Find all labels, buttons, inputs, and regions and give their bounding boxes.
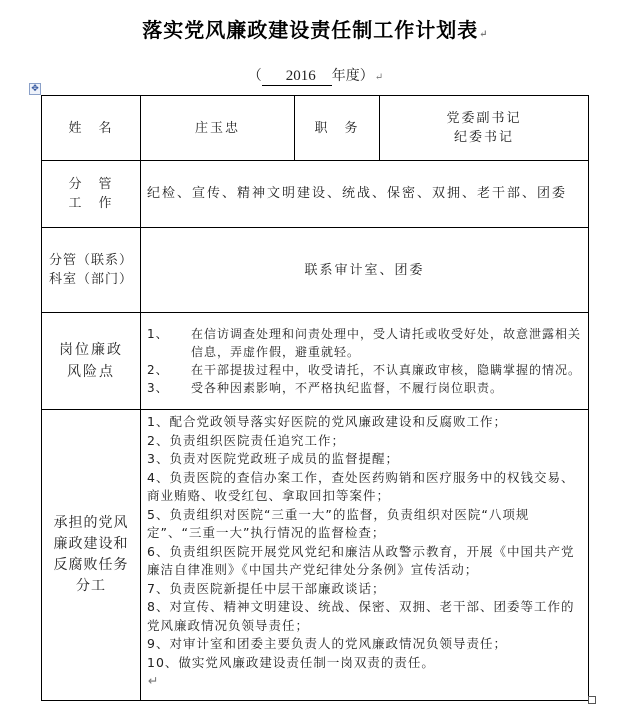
duty-item: 8、对宣传、精神文明建设、统战、保密、双拥、老干部、团委等工作的党风廉政情况负领导责任；: [147, 599, 575, 633]
title-text: 落实党风廉政建设责任制工作计划表: [142, 18, 479, 42]
duty-item: 1、配合党政领导落实好医院的党风廉政建设和反腐败工作；: [147, 414, 507, 429]
name-label-cell: [42, 96, 141, 161]
position-line-1: 党委副书记: [446, 111, 522, 126]
position-label: 职 务: [314, 120, 360, 136]
year-open-paren: （: [247, 68, 262, 84]
duty-label-line-1: 承担的党风: [53, 515, 129, 531]
dept-value: 联系审计室、团委: [304, 262, 425, 278]
risk-number: 3、: [147, 381, 169, 395]
risk-label-line-2: 风险点: [67, 364, 115, 380]
work-value: 纪检、宣传、精神文明建设、统战、保密、双拥、老干部、团委: [147, 186, 568, 201]
risk-value-cell[interactable]: [141, 313, 589, 410]
position-line-2: 纪委书记: [453, 130, 514, 145]
duty-item: 6、负责组织医院开展党风党纪和廉洁从政警示教育，开展《中国共产党廉洁自律准则》《中国共产党纪律处分条例》宣传活动；: [147, 543, 575, 577]
year-suffix: 年度）: [331, 68, 374, 84]
row-name: [42, 96, 589, 161]
year-line: [0, 65, 631, 86]
name-value-cell[interactable]: [141, 96, 295, 161]
duty-item: 3、负责对医院党政班子成员的监督提醒；: [147, 451, 399, 466]
risk-item: [147, 379, 582, 397]
table-resize-handle[interactable]: [588, 696, 596, 704]
duty-label-line-2: 廉政建设和: [53, 536, 129, 552]
dept-label-cell: [42, 228, 141, 313]
position-value-cell[interactable]: [380, 96, 589, 161]
risk-text: 在干部提拔过程中，收受请托，不认真廉政审核，隐瞒掌握的情况。: [191, 363, 582, 377]
document-title: [0, 14, 631, 43]
risk-text: 受各种因素影响，不严格执纪监督，不履行岗位职责。: [191, 381, 504, 395]
work-label-cell: [42, 161, 141, 228]
work-label-line-2: 工 作: [68, 196, 114, 211]
year-value: 2016: [262, 68, 332, 86]
risk-number: 1、: [147, 327, 169, 341]
duty-item: 7、负责医院新提任中层干部廉政谈话；: [147, 580, 386, 596]
dept-value-cell[interactable]: [141, 228, 589, 313]
paragraph-mark: ↵: [479, 29, 489, 40]
duty-item: 2、负责组织医院责任追究工作；: [147, 432, 345, 448]
dept-label-line-2: 科室（部门）: [48, 272, 133, 287]
duty-value-cell[interactable]: [141, 410, 589, 701]
plan-table: [41, 95, 589, 701]
work-value-cell[interactable]: [141, 161, 589, 228]
duty-label-line-4: 分工: [76, 578, 106, 594]
risk-text: 在信访调查处理和问责处理中，受人请托或收受好处，故意泄露相关信息，弄虚作假，避重就轻。: [191, 327, 582, 359]
risk-item: [147, 325, 582, 361]
name-value: 庄玉忠: [194, 120, 240, 136]
row-work: [42, 161, 589, 228]
row-duties: [42, 410, 589, 701]
risk-item: [147, 361, 582, 379]
work-label-line-1: 分 管: [68, 177, 114, 192]
paragraph-mark: ↵: [148, 673, 160, 688]
paragraph-mark: ↵: [374, 72, 384, 83]
row-dept: [42, 228, 589, 313]
table-move-handle-icon[interactable]: ✥: [29, 83, 41, 95]
duty-item: 5、负责组织对医院“三重一大”的监督，负责组织对医院“八项规定”、“三重一大”执行情况的监督检查；: [147, 506, 530, 540]
duty-item: 10、做实党风廉政建设责任制一岗双责的责任。: [147, 654, 435, 670]
duty-label-cell: [42, 410, 141, 701]
position-label-cell: [295, 96, 380, 161]
name-label: 姓 名: [68, 120, 114, 136]
risk-number: 2、: [147, 363, 169, 377]
risk-label-cell: [42, 313, 141, 410]
row-risks: [42, 313, 589, 410]
duty-item: 9、对审计室和团委主要负责人的党风廉政情况负领导责任；: [147, 636, 507, 651]
duty-item: 4、负责医院的查信办案工作，查处医药购销和医疗服务中的权钱交易、商业贿赂、收受红包、拿取回扣等案件；: [147, 469, 575, 503]
risk-label-line-1: 岗位廉政: [59, 342, 123, 358]
dept-label-line-1: 分管（联系）: [48, 253, 133, 268]
duty-label-line-3: 反腐败任务: [53, 557, 129, 573]
